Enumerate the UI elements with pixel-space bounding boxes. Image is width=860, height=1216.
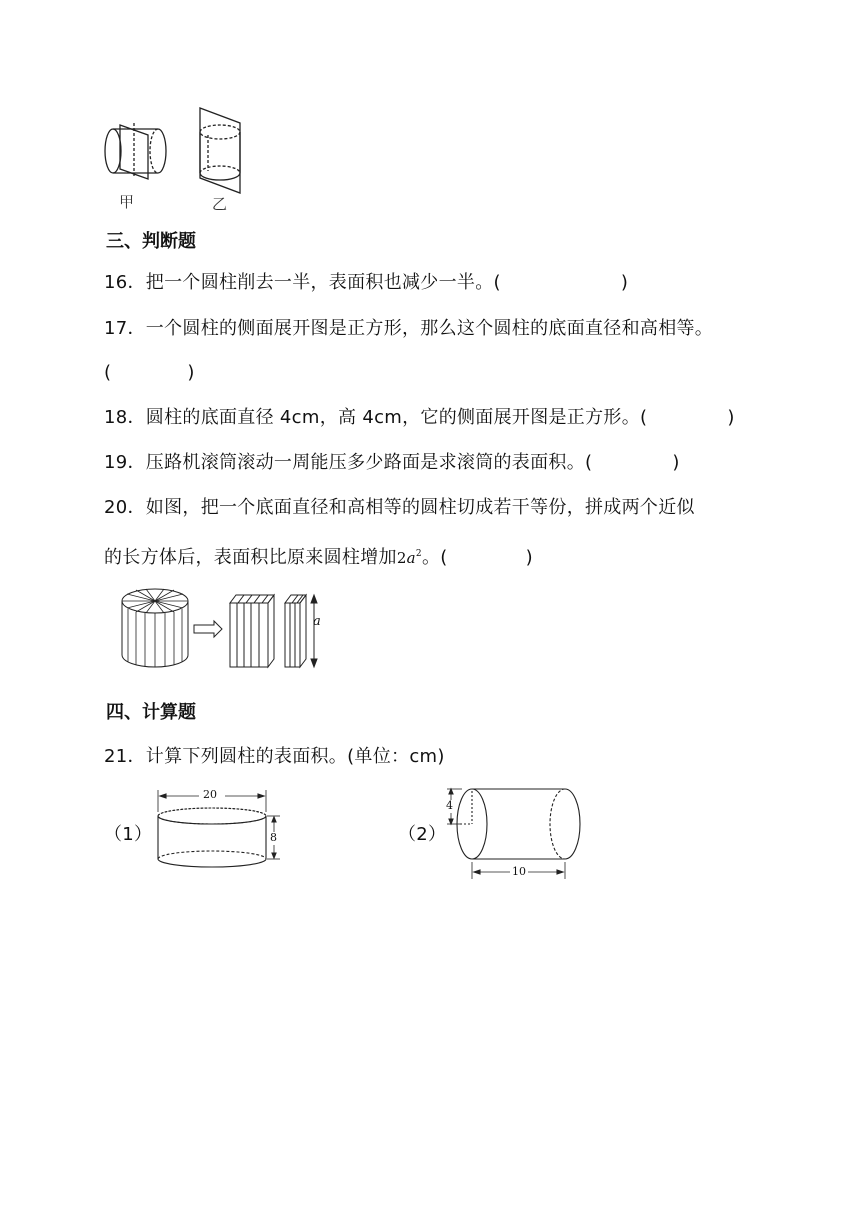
question-17 — [104, 316, 713, 342]
question-20-post: 。( — [421, 547, 448, 568]
cylinder-cuboids-drawing — [118, 585, 338, 673]
figure-label-yi: 乙 — [212, 195, 228, 213]
section-title-calculation: 四、计算题 — [106, 702, 196, 723]
figure-1-height-label: 8 — [270, 831, 277, 844]
math-var: a — [406, 549, 416, 567]
question-20-close: ) — [525, 547, 533, 568]
question-18-close: ) — [727, 407, 735, 428]
figure-label-jia: 甲 — [119, 193, 135, 211]
figure-2-radius-label: 4 — [446, 799, 453, 812]
question-19-text: 19．压路机滚筒滚动一周能压多少路面是求滚筒的表面积。( — [104, 452, 593, 473]
question-17-answer — [104, 360, 195, 386]
math-exp: 2 — [415, 549, 422, 559]
section-title-judgement: 三、判断题 — [106, 231, 196, 252]
figure-2-cylinder — [440, 786, 600, 886]
figure-2-label: （2） — [398, 824, 447, 845]
question-20-line-2 — [104, 541, 533, 571]
question-16-text: 16．把一个圆柱削去一半，表面积也减少一半。( — [104, 272, 501, 293]
figure-1-drawing — [150, 786, 290, 886]
figure-cylinder-to-cuboids — [118, 585, 338, 673]
question-20-line-1: 20．如图，把一个底面直径和高相等的圆柱切成若干等份，拼成两个近似 — [104, 497, 695, 518]
question-17-close: ) — [187, 362, 195, 383]
figure-1-width-label: 20 — [203, 788, 217, 801]
question-19 — [104, 450, 680, 476]
figure-height-label: a — [313, 614, 321, 629]
question-18 — [104, 405, 735, 431]
figure-1-cylinder — [150, 786, 290, 886]
math-coef: 2 — [396, 549, 407, 567]
figure-cylinder-sections — [100, 105, 260, 215]
question-21: 21．计算下列圆柱的表面积。(单位：cm) — [104, 746, 445, 767]
question-16-close: ) — [620, 272, 629, 293]
question-20-text: 的长方体后，表面积比原来圆柱增加 — [104, 547, 397, 568]
figure-1-label: （1） — [104, 824, 153, 845]
question-16 — [104, 270, 628, 296]
figure-2-length-label: 10 — [512, 865, 526, 878]
question-17-text: 17．一个圆柱的侧面展开图是正方形，那么这个圆柱的底面直径和高相等。 — [104, 318, 714, 339]
question-18-text: 18．圆柱的底面直径 4cm，高 4cm，它的侧面展开图是正方形。( — [104, 407, 648, 428]
question-19-close: ) — [672, 452, 680, 473]
question-17-open: ( — [104, 362, 112, 383]
